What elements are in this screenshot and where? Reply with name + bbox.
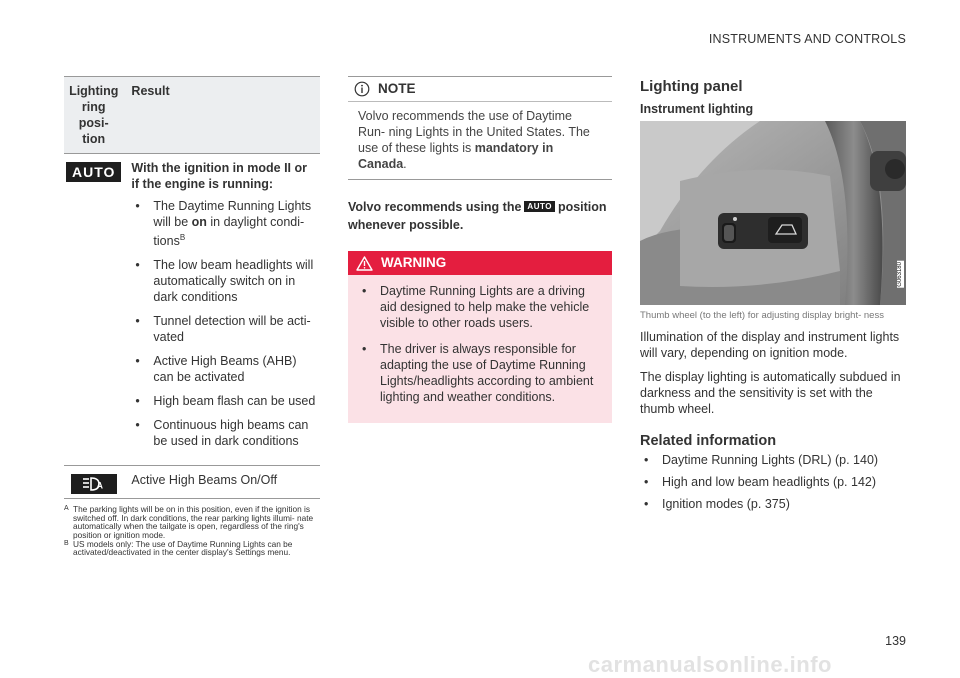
warning-box <box>348 251 612 423</box>
paragraph: Illumination of the display and instrument lights will vary, depending on ignition mode. <box>640 330 900 360</box>
list-item: • High beam flash can be used <box>131 393 316 409</box>
warning-list <box>358 283 602 405</box>
result-list <box>131 198 316 449</box>
table-header-row <box>64 77 320 154</box>
column-header-result: Result <box>123 77 320 154</box>
image-caption: Thumb wheel (to the left) for adjusting display bright- ness <box>640 310 884 321</box>
warning-triangle-icon <box>356 256 373 271</box>
recommendation: Volvo recommends using the AUTO position whenever possible. <box>348 200 607 232</box>
section-title: Lighting panel <box>640 78 743 95</box>
notes-column <box>348 76 612 423</box>
related-information <box>640 433 908 512</box>
list-item: • Active High Beams (AHB) can be activated <box>131 353 316 385</box>
note-title: NOTE <box>378 81 416 96</box>
list-item: • Daytime Running Lights are a driving aid designed to help make the vehicle visible to other roads users. <box>358 283 602 331</box>
footnotes <box>64 505 320 557</box>
svg-text:A: A <box>96 480 103 491</box>
related-title: Related information <box>640 433 777 449</box>
row-condition: With the ignition in mode II or if the engine is running: <box>131 161 307 191</box>
table-row <box>64 154 320 466</box>
auto-position-badge: AUTO <box>524 201 555 212</box>
active-high-beam-icon <box>71 474 117 494</box>
auto-position-badge: AUTO <box>66 162 121 182</box>
page-header-title: INSTRUMENTS AND CONTROLS <box>708 32 906 46</box>
subsection-title: Instrument lighting <box>640 102 754 116</box>
column-header-position: Lighting ring posi- tion <box>64 77 123 154</box>
info-icon <box>354 81 370 97</box>
list-item: • The low beam headlights will automatically switch on in dark conditions <box>131 257 316 305</box>
list-item: • The driver is always responsible for adapting the use of Daytime Running Lights/headlights according to ambient lighting and weather conditions. <box>358 341 602 405</box>
lighting-panel-column <box>640 76 908 518</box>
list-item: • Continuous high beams can be used in dark conditions <box>131 417 316 449</box>
lighting-table-column <box>64 76 320 557</box>
lighting-ring-table <box>64 76 320 499</box>
note-box <box>348 76 612 180</box>
related-link[interactable]: • Daytime Running Lights (DRL) (p. 140) <box>640 452 908 468</box>
list-item: • Tunnel detection will be acti- vated <box>131 313 316 345</box>
image-code: G063180 <box>897 262 903 287</box>
related-link[interactable]: • High and low beam headlights (p. 142) <box>640 474 908 490</box>
warning-title: WARNING <box>381 255 447 270</box>
page-number: 139 <box>885 634 906 648</box>
footnote: B US models only: The use of Daytime Running Lights can be activated/deactivated in the center display's Settings menu. <box>64 538 293 558</box>
row-result: Active High Beams On/Off <box>123 466 320 499</box>
footnote: A The parking lights will be on in this position, even if the ignition is switched off. In dark conditions, the rear parking lights illumi- nate automatically when the tailgate is open, regardless of the ring's position or ignition mode. <box>64 504 314 540</box>
footnote-ref: B <box>179 233 186 242</box>
instrument-panel-photo <box>640 121 906 305</box>
note-text: Volvo recommends the use of Daytime Run- ning Lights in the United States. The use of these lights is mandatory in Canada. <box>358 109 590 171</box>
list-item: • The Daytime Running Lights will be on in daylight condi- tions$^B$ <box>131 198 316 249</box>
table-row <box>64 466 320 499</box>
watermark: carmanualsonline.info <box>588 652 832 677</box>
paragraph: The display lighting is automatically subdued in darkness and the sensitivity is set with the thumb wheel. <box>640 370 901 416</box>
related-list <box>640 452 908 512</box>
related-link[interactable]: • Ignition modes (p. 375) <box>640 496 908 512</box>
